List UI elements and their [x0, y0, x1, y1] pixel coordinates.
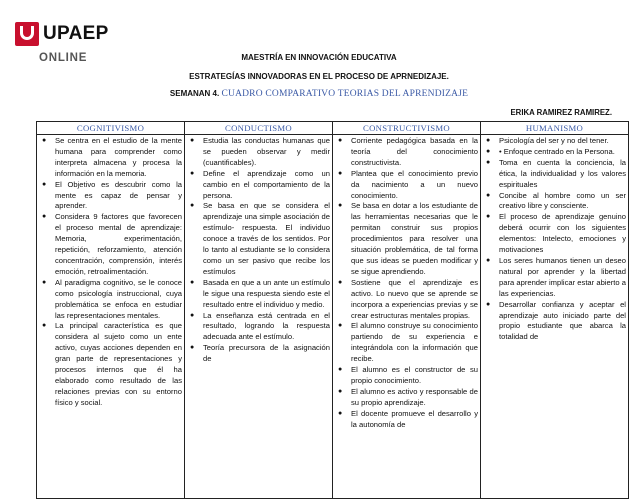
bullet-icon: ● — [338, 322, 343, 330]
list-item-text: El docente promueve el desarrollo y la autonomía de — [351, 408, 478, 429]
list-item — [485, 212, 626, 256]
list-item-text: Se basa en dotar a los estudiante de las herramientas necesarias que le permitan construir sus propios procedimientos para resolver una situación problemática, de tal forma que sus ideas se pueden modificar y se sigue aprendiendo. — [351, 201, 478, 276]
bullet-icon: ● — [486, 191, 491, 199]
bullet-icon: ● — [190, 137, 195, 144]
column-header-conductismo: CONDUCTISMO — [185, 122, 333, 135]
list-item — [41, 136, 182, 180]
column-conductismo — [185, 135, 333, 499]
list-item — [41, 180, 182, 213]
list-item-text: Plantea que el conocimiento previo da nacimiento a un nuevo conocimiento. — [351, 168, 478, 200]
bullet-icon: ● — [190, 278, 195, 286]
list-item — [337, 278, 478, 322]
bullet-icon: ● — [338, 409, 343, 417]
list-item-text: Estudia las conductas humanas que se pueden observar y medir (cuantificables). — [203, 136, 330, 167]
bullet-icon: ● — [190, 344, 195, 352]
column-header-humanismo: HUMANISMO — [481, 122, 629, 135]
bullet-icon: ● — [486, 256, 491, 264]
list-item — [41, 212, 182, 277]
list-item — [337, 201, 478, 277]
list-item — [485, 136, 626, 147]
bullet-icon: ● — [486, 137, 491, 144]
list-item — [485, 256, 626, 300]
author-name: ERIKA RAMIREZ RAMIREZ. — [510, 108, 612, 117]
list-item — [337, 387, 478, 409]
list-item-text: Desarrollar confianza y aceptar el aprendizaje auto iniciado parte del propio estudiante que abarca la totalidad de — [499, 299, 626, 342]
list-item-text: Considera 9 factores que favorecen el proceso mental de aprendizaje: Memoria, experimentación, repetición, reforzamiento, atención concentración, comprensión, interés emoción, retroalimentación. — [55, 212, 182, 276]
list-item-text: El alumno construye su conocimiento partiendo de su experiencia e integrándola con la información que recibe. — [351, 321, 478, 364]
bullet-icon: ● — [338, 202, 343, 210]
bullet-icon: ● — [42, 322, 47, 330]
list-item-text: Define el aprendizaje como un cambio en el comportamiento de la persona. — [203, 168, 330, 200]
bullet-icon: ● — [486, 158, 491, 166]
column-header-constructivismo: CONSTRUCTIVISMO — [333, 122, 481, 135]
list-item-text: Concibe al hombre como un ser creativo libre y consciente. — [499, 190, 626, 211]
list-item-text: Al paradigma cognitivo, se le conoce como psicología instruccional, cuya problemática se enfoca en estudiar las representaciones mentales. — [55, 277, 182, 320]
list-item-text: Corriente pedagógica basada en la teoría del conocimiento constructivista. — [351, 136, 478, 167]
list-item — [485, 147, 626, 158]
list-item-text: Los seres humanos tienen un deseo natural por aprender y la libertad para aprender implicar estar abierto a las experiencias. — [499, 255, 626, 298]
bullet-icon: ● — [338, 278, 343, 286]
list-item-text: El proceso de aprendizaje genuino deberá ocurrir con los siguientes elementos: Intelecto, emociones y motivaciones — [499, 212, 626, 255]
bullet-icon: ● — [486, 147, 491, 155]
upaep-shield-icon — [15, 22, 39, 46]
assignment-title — [0, 89, 638, 99]
list-item-text: Basada en que a un ante un estímulo le sigue una respuesta siendo este el resultado entre el individuo y medio. — [203, 277, 330, 309]
column-constructivismo — [333, 135, 481, 499]
list-item — [41, 278, 182, 322]
bullet-icon: ● — [42, 213, 47, 221]
list-item — [189, 136, 330, 169]
list-item-text: Psicología del ser y no del tener. — [499, 136, 609, 145]
list-item — [337, 409, 478, 431]
list-item — [337, 365, 478, 387]
list-item — [189, 311, 330, 344]
bullet-icon: ● — [190, 311, 195, 319]
program-title: MAESTRÍA EN INNOVACIÓN EDUCATIVA — [241, 53, 397, 62]
list-item — [485, 300, 626, 344]
list-item — [189, 169, 330, 202]
bullet-icon: ● — [42, 180, 47, 188]
bullet-icon: ● — [338, 387, 343, 395]
list-item-text: Se centra en el estudio de la mente humana para comprender como interpreta almacena y procesa la información en la memoria. — [55, 136, 182, 178]
list-item — [41, 321, 182, 408]
list-item — [485, 191, 626, 213]
assignment-name: CUADRO COMPARATIVO TEORIAS DEL APRENDIZAJE — [221, 89, 469, 99]
list-item — [337, 169, 478, 202]
comparison-table — [36, 121, 629, 499]
list-item-text: Teoría precursora de la asignación de — [203, 343, 330, 364]
bullet-icon: ● — [486, 300, 491, 308]
list-item-text: El alumno es el constructor de su propio conocimiento. — [351, 365, 478, 385]
bullet-icon: ● — [190, 169, 195, 177]
bullet-icon: ● — [42, 278, 47, 286]
list-item — [189, 278, 330, 311]
list-item-text: La principal característica es que considera al sujeto como un ente activo, cuyas acciones dependen en gran parte de representaciones y procesos internos que él ha elaborado como resultado de las relaciones previas con su entorno físico y social. — [55, 321, 182, 407]
bullet-icon: ● — [338, 137, 343, 144]
list-item — [337, 136, 478, 169]
bullet-icon: ● — [486, 213, 491, 221]
list-item — [189, 201, 330, 277]
bullet-icon: ● — [42, 137, 47, 144]
list-item — [337, 321, 478, 365]
list-item-text: Se basa en que se considera el aprendizaje una simple asociación de estímulo- respuesta. El individuo conoce a través de los sentidos. Por lo tanto al estudiante se lo considera como un ser pasivo que recibe los estímulos — [203, 201, 330, 276]
column-header-cognitivismo: COGNITIVISMO — [37, 122, 185, 135]
list-item-text: La enseñanza está centrada en el resultado, logrando la respuesta adecuada ante el estímulo. — [203, 310, 330, 342]
course-title: ESTRATEGÍAS INNOVADORAS EN EL PROCESO DE APRNEDIZAJE. — [189, 72, 449, 81]
column-cognitivismo — [37, 135, 185, 499]
list-item — [485, 158, 626, 191]
list-item — [189, 343, 330, 365]
bullet-icon: ● — [338, 366, 343, 374]
column-humanismo — [481, 135, 629, 499]
list-item-text: Toma en cuenta la conciencia, la ética, la individualidad y los valores espirituales — [499, 157, 626, 189]
list-item-text: Sostiene que el aprendizaje es activo. Lo nuevo que se aprende se incorpora a experiencias previas y se crear estructuras mentales propias. — [351, 277, 478, 320]
bullet-icon: ● — [190, 202, 195, 210]
list-item-text: • Enfoque centrado en la Persona. — [499, 146, 615, 156]
bullet-icon: ● — [338, 169, 343, 177]
logo-brand: UPAEP — [43, 23, 109, 44]
list-item-text: El Objetivo es descubrir como la mente es capaz de pensar y aprender. — [55, 179, 182, 211]
week-label: SEMANAN 4. — [169, 89, 220, 98]
list-item-text: El alumno es activo y responsable de su propio aprendizaje. — [351, 386, 478, 407]
logo-subtitle: ONLINE — [39, 52, 88, 64]
